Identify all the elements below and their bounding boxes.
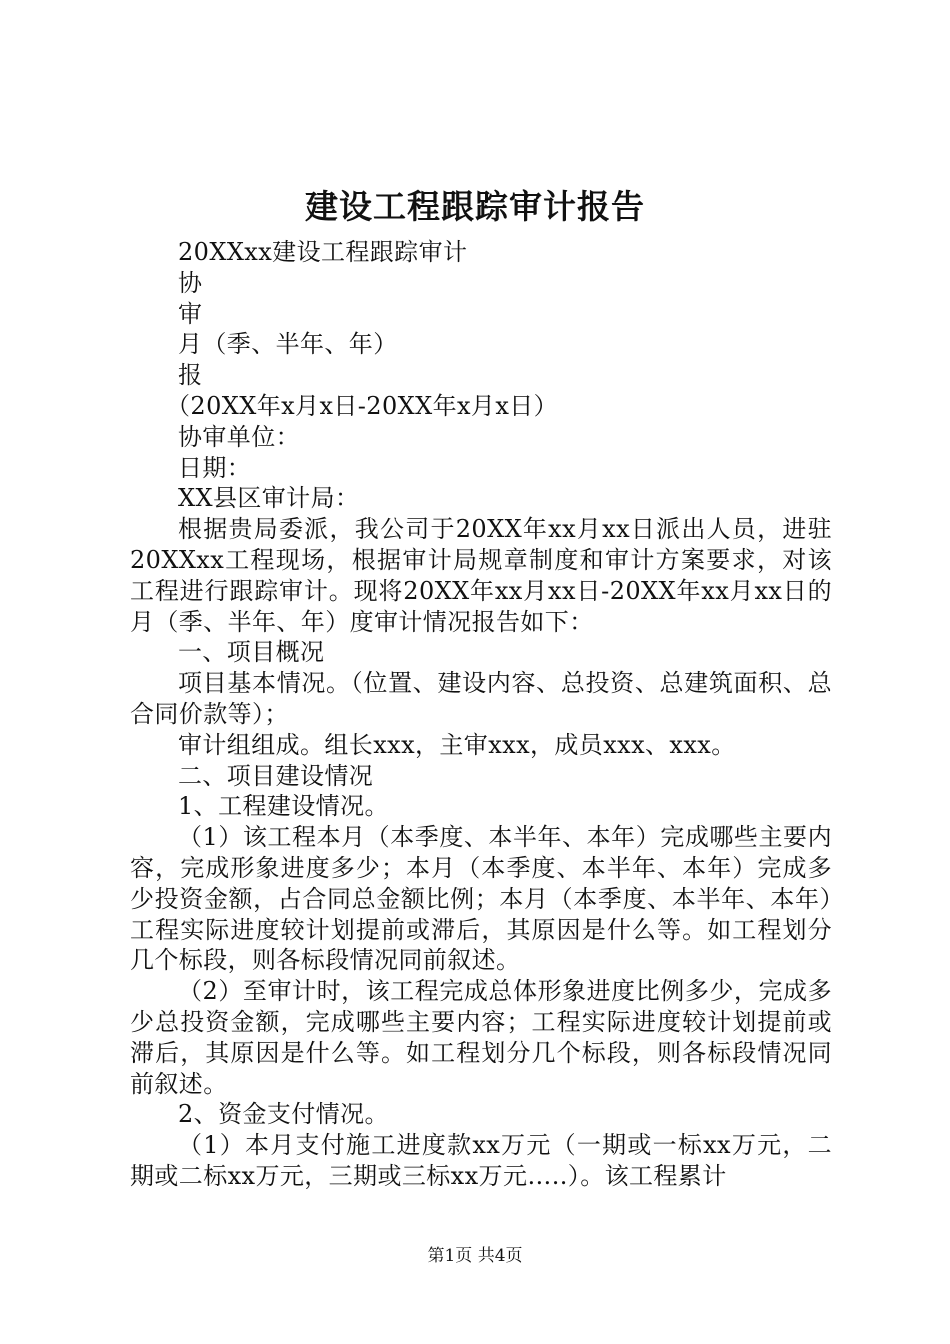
cover-line-xie: 协 <box>178 268 203 297</box>
cover-line-date: 日期： <box>178 453 252 482</box>
paragraph-funding-1: （1）本月支付施工进度款xx万元（一期或一标xx万元，二期或二标xx万元，三期或三标xx万元…..）。该工程累计 <box>130 1131 832 1190</box>
heading-construction-status: 二、项目建设情况 <box>178 761 374 790</box>
paragraph-intro: 根据贵局委派，我公司于20XX年xx月xx日派出人员，进驻20XXxx工程现场，根据审计局规章制度和审计方案要求，对该工程进行跟踪审计。现将20XX年xx月xx日-20XX年xx月xx日的月（季、半年、年）度审计情况报告如下： <box>130 515 832 636</box>
cover-line-period: 月（季、半年、年） <box>178 330 398 359</box>
addressee: XX县区审计局： <box>178 484 360 513</box>
subheading-construction: 1、工程建设情况。 <box>178 792 389 821</box>
cover-line-bao: 报 <box>178 361 203 390</box>
page-footer: 第1页 共4页 <box>427 1246 523 1266</box>
subheading-funding: 2、资金支付情况。 <box>178 1100 389 1129</box>
cover-line-project: 20XXxx建设工程跟踪审计 <box>178 238 468 266</box>
page-title: 建设工程跟踪审计报告 <box>305 187 645 226</box>
heading-project-overview: 一、项目概况 <box>178 638 325 667</box>
paragraph-construction-2: （2）至审计时，该工程完成总体形象进度比例多少，完成多少总投资金额，完成哪些主要内容；工程实际进度较计划提前或滞后，其原因是什么等。如工程划分几个标段，则各标段情况同前叙述。 <box>130 977 832 1098</box>
cover-line-shen: 审 <box>178 299 203 328</box>
cover-line-unit: 协审单位： <box>178 422 300 451</box>
paragraph-construction-1: （1）该工程本月（本季度、本半年、本年）完成哪些主要内容，完成形象进度多少；本月（本季度、本半年、本年）完成多少投资金额，占合同总金额比例；本月（本季度、本半年、本年）工程实际进度较计划提前或滞后，其原因是什么等。如工程划分几个标段，则各标段情况同前叙述。 <box>130 823 832 975</box>
paragraph-basic-info: 项目基本情况。（位置、建设内容、总投资、总建筑面积、总合同价款等）； <box>130 669 832 728</box>
cover-line-date-range: （20XX年x月x日-20XX年x月x日） <box>166 391 559 420</box>
document-body <box>130 237 832 1192</box>
paragraph-audit-team: 审计组组成。组长xxx，主审xxx，成员xxx、xxx。 <box>178 730 736 759</box>
